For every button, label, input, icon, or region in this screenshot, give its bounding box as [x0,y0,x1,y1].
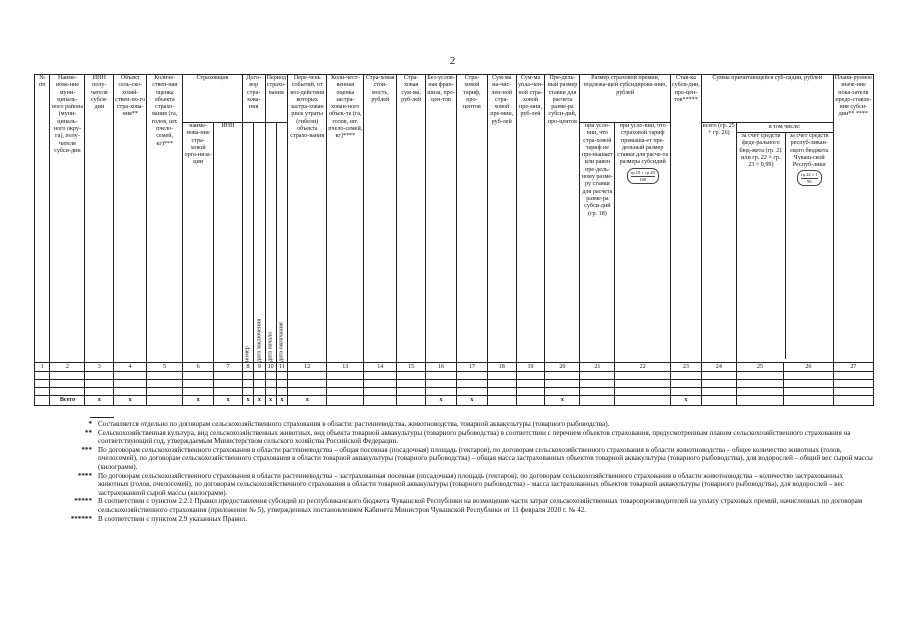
table-cell [736,380,783,388]
table-cell [784,372,833,380]
table-cell [487,372,516,380]
table-cell [670,380,701,388]
table-cell [183,372,214,380]
column-number-cell: 9 [254,363,265,372]
total-cell [327,396,364,406]
total-cell [736,396,783,406]
header-republic-budget [786,133,833,359]
footnote [34,446,874,472]
table-cell [114,372,147,380]
table-cell [426,388,457,396]
total-cell [397,396,426,406]
header-insurer-inn: ИНН [214,123,243,363]
column-number-cell: 12 [288,363,327,372]
subsidy-calculation-table [34,74,874,406]
total-row [35,396,874,406]
header-including: в том числе: [737,123,833,133]
column-number-cell: 6 [183,363,214,372]
total-cell: Всего [50,396,85,406]
header-period-start: дата начала [265,123,276,363]
footnote [34,420,874,429]
column-numbers-row [35,363,874,372]
footnote-separator [90,417,114,418]
table-cell [833,388,873,396]
footnote-mark: ***** [74,497,92,506]
table-cell [397,380,426,388]
header-events-list: Пере-чень событий, от воз-действия которых застра-хован риск утраты (гибели) объекта страхо-вания [288,75,327,363]
footnote-text: Сельскохозяйственная культура, вид сельскохозяйственных животных, вид объекта товарной аквакультуры (товарного рыбоводства) в соответствии с перечнем объектов страхования, предусмотренным планом сельскохозяйственного страхования на соответствующий год, утверждаемым Министерством сельского хозяйства Российской Федерации. [98,428,851,446]
table-cell [327,372,364,380]
column-number-cell: 22 [615,363,671,372]
header-subsidy-rate: Став-ка субси-дии, про-цен-тов***** [670,75,701,363]
header-contract-date: дата заключения [254,123,265,363]
footnote-mark: *** [81,445,92,454]
footnote-mark: ****** [70,514,92,523]
header-premium-accrued: Сум-ма на-чис-лен-ной стра-ховой пре-мии, руб-лей [487,75,516,363]
column-number-cell: 27 [833,363,873,372]
total-cell: x [254,396,265,406]
total-cell [364,396,397,406]
table-cell [487,380,516,388]
header-premium-paid: Сум-ма упла-чен-ной стра-ховой пре-мии, руб-лей [516,75,545,363]
table-cell [85,380,114,388]
column-number-cell: 13 [327,363,364,372]
total-cell: x [288,396,327,406]
column-number-cell: 23 [670,363,701,372]
table-cell [288,372,327,380]
total-cell [701,396,736,406]
republic-formula-denominator: 99 [801,178,818,184]
table-cell [242,372,253,380]
table-cell [833,380,873,388]
total-cell: x [183,396,214,406]
table-cell [784,388,833,396]
footnote-text: По договорам сельскохозяйственного страхования в области растениеводства – застрахованная посевная (посадочная) площадь (гектаров), по договорам сельскохозяйственного страхования в области животноводства – количество застрахованных животных (голов, пчелосемей), по договорам сельскохозяйственного страхования в области товарной аквакультуры (товарного рыбоводства) – масса застрахованных объектов товарной аквакультуры (товарного рыбоводства), для водорослей – вес застрахованной сырой массы (килограмм). [98,471,844,497]
header-planned-indicator: Плани-руемое значе-ние пока-зателя предо-ставле-ния субси-дии** **** [833,75,873,363]
table-cell [670,388,701,396]
table-cell [784,380,833,388]
table-cell [701,372,736,380]
table-cell [364,372,397,380]
footnote-mark: * [88,420,92,428]
table-cell [147,388,183,396]
table-cell [35,380,50,388]
total-cell: x [670,396,701,406]
column-number-cell: 24 [701,363,736,372]
table-cell [545,388,580,396]
column-number-cell: 18 [487,363,516,372]
header-federal-budget: за счет средств феде-рального бюд-жета (гр. 21 или гр. 22 × гр. 23 × 0,99) [737,133,786,359]
table-cell [35,388,50,396]
table-cell [833,372,873,380]
table-cell [288,380,327,388]
table-cell [327,388,364,396]
table-cell [736,388,783,396]
table-cell [85,372,114,380]
column-number-cell: 4 [114,363,147,372]
table-cell [214,388,243,396]
total-cell [580,396,615,406]
table-cell [456,380,487,388]
table-cell [615,372,671,380]
footnote-mark: ** [84,428,92,437]
table-cell [242,388,253,396]
header-limit-rate: Пре-дель-ный размер ставки для расчета разме-ра субси-дий, про-центов [545,75,580,363]
premium-formula [627,168,659,184]
column-number-cell: 5 [147,363,183,372]
total-cell: x [265,396,276,406]
table-cell [487,388,516,396]
table-cell [364,388,397,396]
header-recipient-inn: ИНН полу-чателя субси-дии [85,75,114,363]
republic-formula [797,170,822,186]
table-cell [516,372,545,380]
header-republic-budget-text: за счет средств респуб-ликан-ского бюджета Чуваш-ской Респуб-лики [789,133,829,169]
column-number-cell: 26 [784,363,833,372]
header-subsidy-total: всего (гр. 25 + гр. 26) [701,123,736,363]
total-cell: x [276,396,287,406]
header-contract-number: номер [242,123,253,363]
table-cell [426,372,457,380]
data-row [35,380,874,388]
page-number: 2 [449,55,456,67]
table-cell [580,372,615,380]
footnote [34,472,874,498]
column-number-cell: 16 [426,363,457,372]
table-cell [276,372,287,380]
total-cell: x [545,396,580,406]
table-cell [183,380,214,388]
table-cell [456,372,487,380]
data-row [35,388,874,396]
republic-formula-numerator: гр.22 × 1 [800,172,818,178]
column-number-cell: 1 [35,363,50,372]
column-number-cell: 15 [397,363,426,372]
header-municipality: Наиме-нова-ние муни-ципаль-ного района (муни-ципаль-ного окру-га), полу-чателя субси-дии [50,75,85,363]
table-cell [615,388,671,396]
footnotes [34,420,874,523]
column-number-cell: 14 [364,363,397,372]
premium-formula-numerator: гр.19 × гр.20 [630,169,655,175]
footnote-text: Составляется отдельно по договорам сельскохозяйственного страхования в области: растениеводства, животноводства, товарной аквакультуры (товарного рыбоводства). [98,420,610,428]
total-cell [147,396,183,406]
total-cell [487,396,516,406]
header-subsidy-split [736,123,833,363]
column-number-cell: 2 [50,363,85,372]
table-cell [516,388,545,396]
table-cell [242,380,253,388]
table-cell [265,388,276,396]
table-cell [147,380,183,388]
header-deductible: Без-услов-ная фран-шиза, про-цен-тов [426,75,457,363]
header-quantitative-estimate: Количе-ствен-ная оценка объекта страхо-вания (га, голов, шт. пчело-семей, кг)*** [147,75,183,363]
header-insurer-name: наиме-нова-ние стра-ховой орга-низа-ции [183,123,214,363]
total-cell [516,396,545,406]
column-number-cell: 11 [276,363,287,372]
table-cell [580,380,615,388]
header-tariff: Стра-ховой тариф, про-центов [456,75,487,363]
total-cell [615,396,671,406]
table-cell [147,372,183,380]
header-insured-value: Стра-ховая стои-мость, рублей [364,75,397,363]
column-number-cell: 8 [242,363,253,372]
header-insurer: Страховщик [183,75,243,123]
table-cell [327,380,364,388]
table-cell [276,388,287,396]
table-cell [276,380,287,388]
column-number-cell: 7 [214,363,243,372]
total-cell: x [85,396,114,406]
header-contract: Дого-вор стра-хова-ния [242,75,265,123]
table-cell [545,372,580,380]
table-cell [214,380,243,388]
header-period: Период страхо-вания [265,75,288,123]
header-premium-over-limit-text: при усло-вии, что страховой тариф превыша-ет пре-дельный размер ставки для расче-та размера субсидий [617,123,669,166]
table-cell [288,388,327,396]
footnote-text: По договорам сельскохозяйственного страхования в области растениеводства – общая посевная (посадочная) площадь (гектаров), по договорам сельскохозяйственного страхования в области животноводства – общее количество животных (голов, пчелосемей), по договорам сельскохозяйственного страхования в области товарной аквакультуры (товарного рыбоводства) – общая масса застрахованных объектов товарной аквакультуры (товарного рыбоводства), для водорослей – общий вес сырой массы (килограмм). [98,445,873,471]
table-cell [114,388,147,396]
table-cell [254,372,265,380]
header-premium-subsidized: Размер страховой премии, подлежа-щей субсидирова-нию, рублей [580,75,671,123]
table-cell [701,380,736,388]
footnote [34,497,874,514]
column-number-cell: 20 [545,363,580,372]
table-cell [736,372,783,380]
column-number-cell: 25 [736,363,783,372]
table-cell [397,388,426,396]
table-cell [254,380,265,388]
table-cell [545,380,580,388]
table-cell [85,388,114,396]
column-number-cell: 3 [85,363,114,372]
table-cell [50,380,85,388]
table-cell [114,380,147,388]
table-cell [35,372,50,380]
header-number: № пп [35,75,50,363]
table-cell [701,388,736,396]
footnote-text: В соответствии с пунктом 2.9 указанных Правил. [98,514,248,523]
header-insured-quantity: Коли-чест-венная оценка застра-хован-ного объек-та (га, голов, шт. пчело-семей, кг)**** [327,75,364,363]
table-cell [456,388,487,396]
total-cell [833,396,873,406]
table-cell [50,388,85,396]
header-insurance-object: Объект сель-ско-хозяй-ствен-но-го стра-хова-ния** [114,75,147,363]
data-row [35,372,874,380]
table-cell [254,388,265,396]
total-cell: x [426,396,457,406]
column-number-cell: 10 [265,363,276,372]
footnote [34,429,874,446]
table-cell [265,372,276,380]
footnote [34,515,874,524]
header-premium-over-limit [615,123,671,363]
table-cell [265,380,276,388]
table-cell [426,380,457,388]
table-cell [364,380,397,388]
total-cell: x [242,396,253,406]
footnote-mark: **** [77,471,92,480]
header-premium-within-limit: при усло-вии, что стра-ховой тариф не пре-вышает или равен пре-дель-ному разме-ру ставки для расчета разме-ра субси-дий (гр. 18) [580,123,615,363]
header-subsidy-amount: Сумма причитающейся суб-сидии, рублей [701,75,833,123]
table-cell [50,372,85,380]
footnote-text: В соответствии с пунктом 2.2.1 Правил предоставления субсидий из республиканского бюджета Чувашской Республики на возмещение части затрат сельскохозяйственных товаропроизводителей на уплату страховых премий, начисленных по договорам сельскохозяйственного страхования (приложение № 5), утвержденных постановлением Кабинета Министров Чувашской Республики от 11 февраля 2020 г. № 42. [98,497,863,514]
total-cell [784,396,833,406]
total-cell: x [214,396,243,406]
total-cell [35,396,50,406]
column-number-cell: 17 [456,363,487,372]
table-cell [615,380,671,388]
header-insured-sum: Стра-ховая сум-ма, руб-лей [397,75,426,363]
header-period-end: дата окончания [276,123,287,363]
column-number-cell: 21 [580,363,615,372]
table-cell [214,372,243,380]
table-cell [516,380,545,388]
table-cell [397,372,426,380]
total-cell: x [114,396,147,406]
total-cell: x [456,396,487,406]
table-cell [670,372,701,380]
premium-formula-denominator: 100 [631,176,655,182]
column-number-cell: 19 [516,363,545,372]
table-cell [580,388,615,396]
table-cell [183,388,214,396]
